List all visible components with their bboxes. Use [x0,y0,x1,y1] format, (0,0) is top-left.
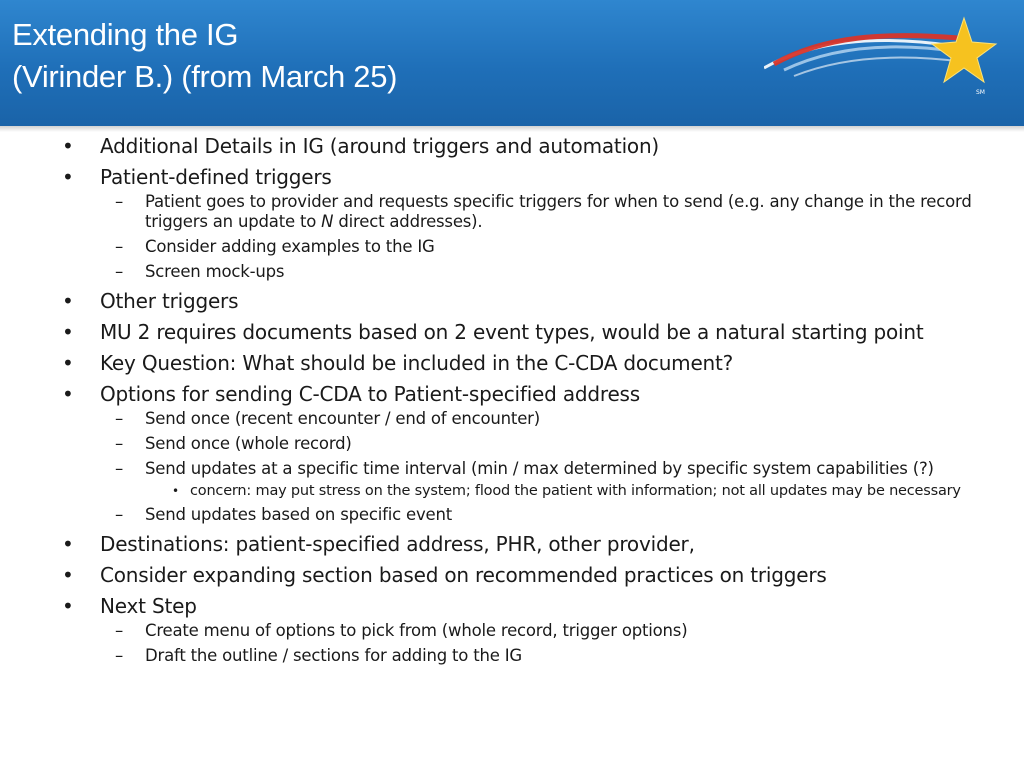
title-bar [0,0,1024,126]
slide-title-line-2: (Virinder B.) (from March 25) [12,59,398,94]
sub-list-patient-triggers [100,192,982,282]
sub-bullet-screen-mockups: – Screen mock-ups [100,262,982,282]
star-swoosh-logo [764,12,1004,107]
bullet-list [62,134,982,666]
slide-title-line-1: Extending the IG [12,17,239,52]
title-bar-shadow [0,126,1024,132]
sub-bullet-send-updates-event: – Send updates based on specific event [100,505,982,525]
sub-bullet-send-once-encounter: – Send once (recent encounter / end of encounter) [100,409,982,429]
slide-body [62,134,982,673]
bullet-additional-details: • Additional Details in IG (around triggers and automation) [62,134,982,158]
bullet-key-question: • Key Question: What should be included in the C-CDA document? [62,351,982,375]
bullet-patient-defined-triggers: • Patient-defined triggers – Patient goes to provider and requests specific triggers for when to send (e.g. any change in the record triggers an update to N direct addresses). – Consider adding examples to the IG – Screen mock-ups [62,165,982,282]
sub-bullet-send-updates-interval: – Send updates at a specific time interval (min / max determined by specific system capabilities (?) • concern: may put stress on the system; flood the patient with information; not all updates may be necessary [100,459,982,500]
slide-title [12,14,397,98]
sub-sub-bullet-concern: • concern: may put stress on the system; flood the patient with information; not all updates may be necessary [145,483,982,500]
star-icon [932,18,996,82]
bullet-consider-expanding: • Consider expanding section based on recommended practices on triggers [62,563,982,587]
bullet-mu2-requires: • MU 2 requires documents based on 2 event types, would be a natural starting point [62,320,982,344]
bullet-next-step: • Next Step – Create menu of options to pick from (whole record, trigger options) – Draft the outline / sections for adding to the IG [62,594,982,666]
sub-bullet-consider-examples: – Consider adding examples to the IG [100,237,982,257]
sub-bullet-create-menu: – Create menu of options to pick from (whole record, trigger options) [100,621,982,641]
sub-bullet-send-once-whole: – Send once (whole record) [100,434,982,454]
sub-list-next-steps [100,621,982,666]
bullet-other-triggers: • Other triggers [62,289,982,313]
service-mark: SM [976,89,985,96]
sub-sub-list-concerns [145,483,982,500]
sub-bullet-patient-goes-to-provider: – Patient goes to provider and requests specific triggers for when to send (e.g. any change in the record triggers an update to N direct addresses). [100,192,982,232]
bullet-destinations: • Destinations: patient-specified address, PHR, other provider, [62,532,982,556]
bullet-options-sending: • Options for sending C-CDA to Patient-specified address – Send once (recent encounter / end of encounter) – Send once (whole record) – Send updates at a specific time interval (min / max determined by specific system capabilities (?) • concern: may put stress on the system; flood the patient with information; not all updates may be necessary – Send updates based on specific event [62,382,982,525]
sub-list-sending-options [100,409,982,525]
sub-bullet-draft-outline: – Draft the outline / sections for adding to the IG [100,646,982,666]
